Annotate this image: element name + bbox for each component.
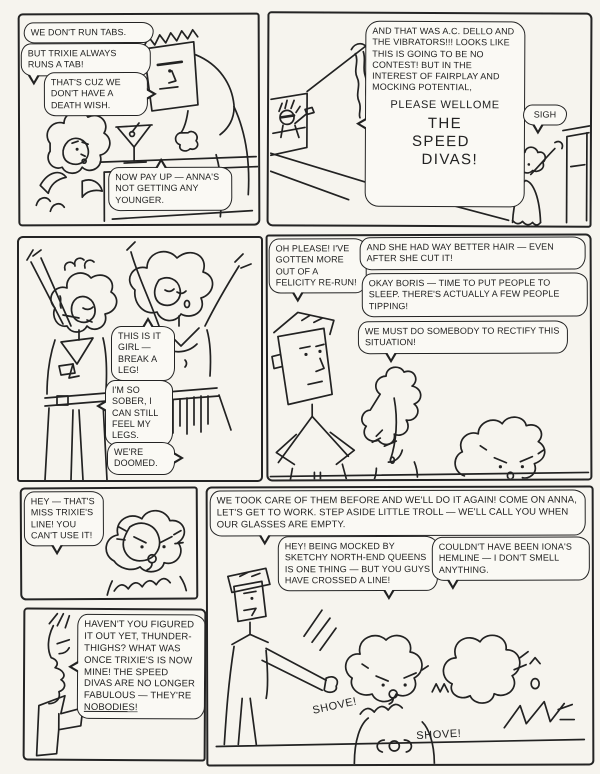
boris-figure xyxy=(272,312,355,479)
speech-bubble xyxy=(77,614,206,720)
shove-sfx: SHOVE! xyxy=(415,727,462,743)
troll-speech-emphasis: NOBODIES! xyxy=(83,701,138,714)
announcement-divas: DIVAS! xyxy=(421,151,479,169)
panel-trixies-line xyxy=(20,487,199,601)
speech-bubble: HEY! BEING MOCKED BY SKETCHY NORTH-END QUEENS IS ONE THING — BUT YOU GUYS HAVE CROSSED A LINE! xyxy=(278,536,438,591)
panel-shove-scene xyxy=(206,485,595,766)
boris-shoving-figure xyxy=(224,568,338,744)
panel-bar-scene xyxy=(18,13,261,227)
poodle-hair-figure xyxy=(362,367,421,479)
panel-troll-gloat xyxy=(23,608,207,762)
announcement-the: THE xyxy=(427,115,463,133)
shove-motion-lines xyxy=(304,610,336,650)
martini-glass xyxy=(116,123,152,163)
speech-bubble: HEY — THAT'S MISS TRIXIE'S LINE! YOU CAN'T USE IT! xyxy=(24,491,104,546)
sigh-bubble: SIGH xyxy=(523,104,567,125)
floor-line xyxy=(270,472,588,476)
podium xyxy=(563,126,591,223)
speech-bubble: WE'RE DOOMED. xyxy=(107,442,175,475)
panel-heckling-scene xyxy=(266,233,593,481)
announcement-bubble xyxy=(365,21,526,208)
mc-figure xyxy=(271,93,314,155)
ground-line xyxy=(216,740,584,747)
announcement-welcome: PLEASE WELLOME xyxy=(390,98,500,111)
speech-bubble: WE TOOK CARE OF THEM BEFORE AND WE'LL DO IT AGAIN! COME ON ANNA, LET'S GET TO WORK. STEP ASIDE LITTLE TROLL — WE'LL CALL YOU WHEN OUR GLASSES ARE EMPTY. xyxy=(210,490,586,537)
angry-diva-face xyxy=(106,511,186,595)
speech-bubble: THAT'S CUZ WE DON'T HAVE A DEATH WISH. xyxy=(44,72,148,116)
curly-patron-figure xyxy=(36,111,110,211)
announcement-speed: SPEED xyxy=(411,133,470,151)
speech-bubble: OH PLEASE! I'VE GOTTEN MORE OUT OF A FELICITY RE-RUN! xyxy=(269,238,367,293)
panel-divas-stage xyxy=(17,236,263,482)
panel-announcement-scene xyxy=(267,11,593,227)
speech-bubble: WE MUST DO SOMEBODY TO RECTIFY THIS SITUATION! xyxy=(358,321,568,354)
speech-bubble: I'M SO SOBER, I CAN STILL FEEL MY LEGS. xyxy=(105,380,173,446)
winced-diva-figure xyxy=(443,635,574,728)
speech-bubble: OKAY BORIS — TIME TO PUT PEOPLE TO SLEEP. THERE'S ACTUALLY A FEW PEOPLE TIPPING! xyxy=(362,272,588,317)
announcement-body: AND THAT WAS A.C. DELLO AND THE VIBRATORS!!! LOOKS LIKE THIS IS GOING TO BE NO CONTEST! BUT IN THE INTEREST OF FAIRPLAY AND MOCKING POTENTIAL, xyxy=(372,25,515,93)
speech-bubble: NOW PAY UP — ANNA'S NOT GETTING ANY YOUNGER. xyxy=(108,167,232,211)
troll-speech-body: HAVEN'T YOU FIGURED IT OUT YET, THUNDER-THIGHS? WHAT WAS ONCE TRIXIE'S IS NOW MINE! THE SPEED DIVAS ARE NO LONGER FABULOUS — THEY'RE xyxy=(83,618,196,702)
curly-diva-face xyxy=(455,417,545,479)
speech-bubble: AND SHE HAD WAY BETTER HAIR — EVEN AFTER SHE CUT IT! xyxy=(360,236,586,269)
speech-bubble: BUT TRIXIE ALWAYS RUNS A TAB! xyxy=(21,43,151,76)
shove-sfx: SHOVE! xyxy=(311,695,359,717)
shoved-diva-figure xyxy=(346,635,435,764)
impact-zigzag xyxy=(432,684,448,692)
trixie-figure xyxy=(27,250,117,480)
speech-bubble: WE DON'T RUN TABS. xyxy=(24,22,154,44)
speech-bubble: THIS IS IT GIRL — BREAK A LEG! xyxy=(111,326,175,381)
speech-bubble: COULDN'T HAVE BEEN IONA'S HEMLINE — I DON'T SMELL ANYTHING. xyxy=(432,537,590,581)
